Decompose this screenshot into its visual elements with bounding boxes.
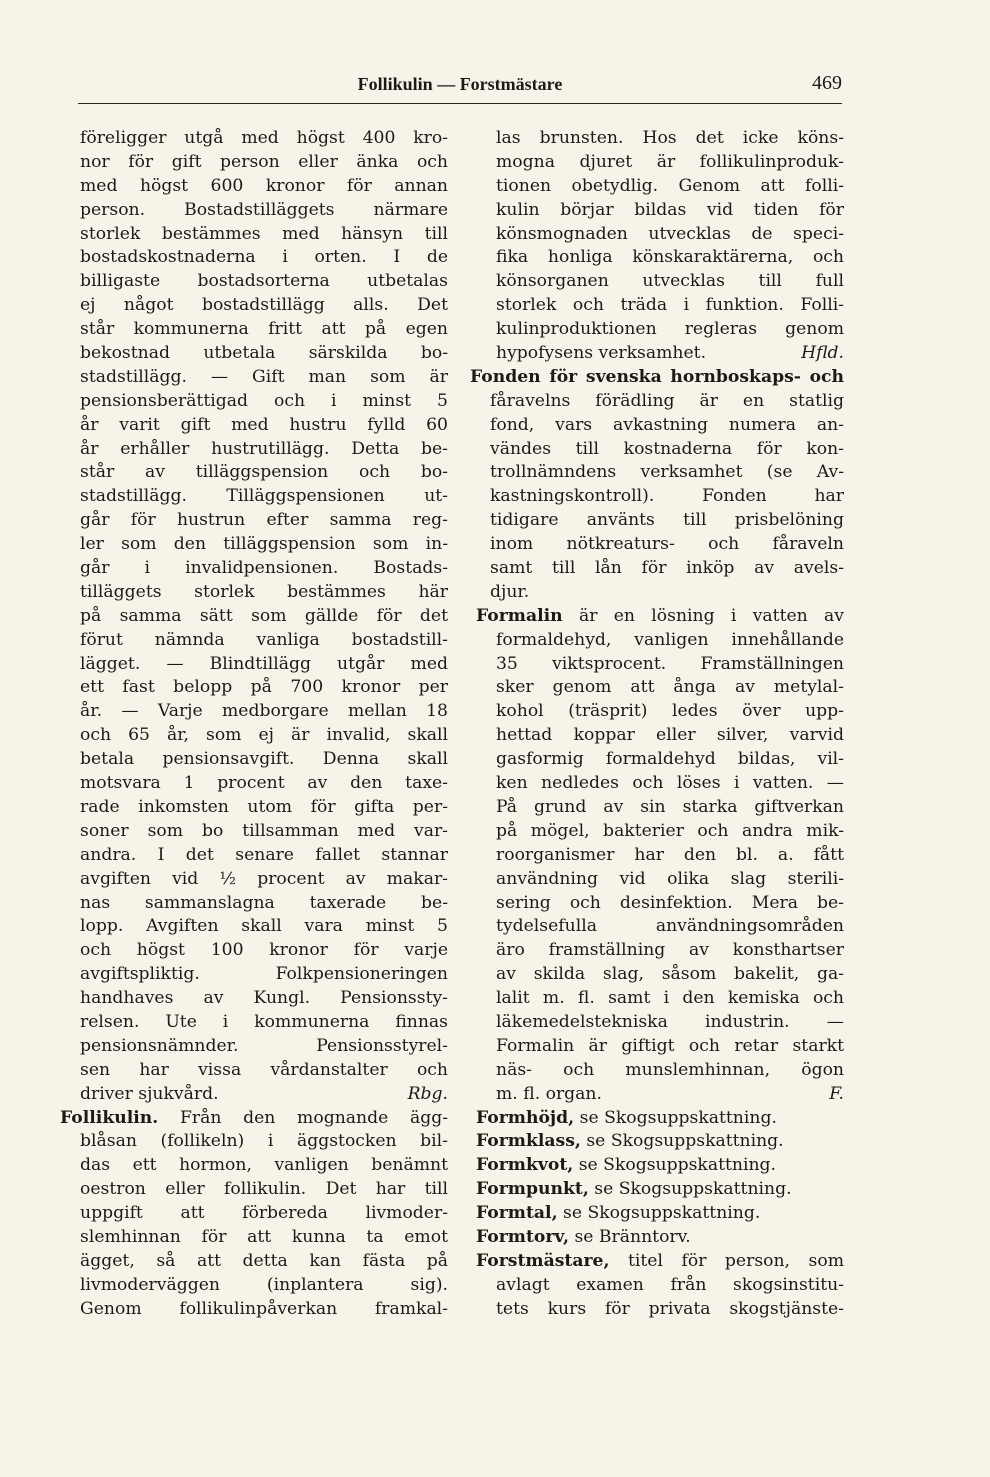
text-line: nas sammanslagna taxerade be- — [80, 892, 448, 913]
cross-reference: se Skogsuppskattning. — [579, 1107, 777, 1128]
text-line: näs- och munslemhinnan, ögon — [496, 1059, 844, 1080]
text-line: billigaste bostadsorterna utbetalas — [80, 271, 448, 292]
cross-reference: se Skogsuppskattning. — [578, 1155, 777, 1176]
entry-headword: Formtal, — [476, 1203, 558, 1224]
text-line: år varit gift med hustru fylld 60 — [80, 414, 448, 435]
text-line: år erhåller hustrutillägg. Detta be- — [80, 438, 448, 459]
text-line: sker genom att ånga av metylal- — [496, 677, 844, 698]
text-line: av skilda slag, såsom bakelit, ga- — [496, 964, 844, 985]
text-line: På grund av sin starka giftverkan — [496, 796, 844, 817]
text-line: pensionsberättigad och i minst 5 — [80, 390, 448, 411]
cross-reference: se Skogsuppskattning. — [586, 1131, 784, 1152]
text-line: inom nötkreaturs- och fåraveln — [490, 534, 844, 555]
text-line: rade inkomsten utom för gifta per- — [80, 796, 448, 817]
text-line: hypofysens verksamhet. — [496, 343, 707, 364]
text-line: tilläggets storlek bestämmes här — [80, 581, 448, 602]
text-line: kulinproduktionen regleras genom — [496, 319, 844, 340]
entry-formtorv — [476, 1226, 844, 1250]
entry-fonden — [470, 366, 844, 605]
text-line: hettad koppar eller silver, varvid — [496, 725, 844, 746]
text-line: blåsan (follikeln) i äggstocken bil- — [80, 1131, 448, 1152]
text-line: Från den mognande ägg- — [179, 1107, 449, 1128]
text-line: slemhinnan för att kunna ta emot — [80, 1226, 448, 1247]
text-line: och högst 100 kronor för varje — [80, 940, 448, 961]
entry-headword: Formhöjd, — [476, 1107, 575, 1128]
entry-headword: fåravelns förädling — [490, 390, 675, 411]
entry-head-line — [476, 605, 844, 629]
text-line: 35 viktsprocent. Framställningen — [496, 653, 844, 674]
text-line-signed — [476, 1083, 844, 1107]
text-line: person. Bostadstilläggets närmare — [80, 199, 448, 220]
page-header — [78, 70, 842, 104]
text-line: äro framställning av konsthartser — [496, 940, 844, 961]
entry-headword: Formkvot, — [476, 1155, 574, 1176]
text-line: avgiftspliktig. Folkpensioneringen — [80, 964, 448, 985]
entry-headword: Formklass, — [476, 1131, 581, 1152]
text-line: lalit m. fl. samt i den kemiska och — [496, 988, 844, 1009]
text-line: uppgift att förbereda livmoder- — [80, 1203, 448, 1224]
text-line: sen har vissa vårdanstalter och — [80, 1059, 448, 1080]
cross-reference: se Skogsuppskattning. — [563, 1203, 761, 1224]
text-line-signed — [496, 342, 844, 366]
text-line: mogna djuret är follikulinproduk- — [496, 151, 844, 172]
left-column — [60, 127, 449, 1322]
text-line: stadstillägg. Tilläggspensionen ut- — [80, 486, 448, 507]
text-line: kastningskontroll). Fonden har — [490, 486, 844, 507]
text-line: fika honliga könskaraktärerna, och — [496, 247, 844, 268]
text-line: relsen. Ute i kommunerna finnas — [80, 1011, 448, 1032]
page-number: 469 — [812, 72, 842, 94]
text-line: ler som den tilläggspension som in- — [80, 534, 448, 555]
text-line: med högst 600 kronor för annan — [80, 175, 448, 196]
right-column — [470, 127, 845, 1322]
entry-headword: Formalin — [476, 605, 563, 626]
text-line: på samma sätt som gällde för det — [80, 605, 448, 626]
cross-reference: se Skogsuppskattning. — [594, 1179, 792, 1200]
header-rule — [78, 103, 842, 104]
text-line: är en lösning i vatten av — [578, 605, 844, 626]
short-entries — [476, 1107, 844, 1250]
entry-follikulin — [60, 1107, 448, 1322]
text-line: oestron eller follikulin. Det har till — [80, 1179, 448, 1200]
text-line: pensionsnämnder. Pensionsstyrel- — [80, 1035, 448, 1056]
text-line: bostadskostnaderna i orten. I de — [80, 247, 448, 268]
text-line: soner som bo tillsamman med var- — [80, 820, 448, 841]
text-line: förut nämnda vanliga bostadstill- — [80, 629, 448, 650]
text-line: motsvara 1 procent av den taxe- — [80, 773, 448, 794]
text-line: år. — Varje medborgare mellan 18 — [80, 701, 448, 722]
text-line: ken nedledes och löses i vatten. — — [496, 773, 844, 794]
text-line: och 65 år, som ej är invalid, skall — [80, 725, 448, 746]
text-line: driver sjukvård. — [80, 1083, 219, 1104]
text-line: andra. I det senare fallet stannar — [80, 844, 448, 865]
text-line: läkemedelstekniska industrin. — — [496, 1011, 844, 1032]
author-signature: F. — [829, 1083, 844, 1104]
text-line: das ett hormon, vanligen benämnt — [80, 1155, 448, 1176]
entry-headword: Formtorv, — [476, 1226, 569, 1247]
entry-formpunkt — [476, 1178, 844, 1202]
text-line: tydelsefulla användningsområden — [496, 916, 844, 937]
text-line: ej något bostadstillägg alls. Det — [80, 295, 448, 316]
text-line: storlek och träda i funktion. Folli- — [496, 295, 844, 316]
text-line: på mögel, bakterier och andra mik- — [496, 820, 844, 841]
text-line: las brunsten. Hos det icke köns- — [496, 128, 844, 148]
entry-headword: Forstmästare, — [476, 1250, 610, 1271]
text-line: m. fl. organ. — [496, 1083, 602, 1104]
entry-head-line — [470, 390, 844, 414]
text-line: kulin börjar bildas vid tiden för — [496, 199, 844, 220]
entry-formhojd — [476, 1107, 844, 1131]
text-line: avlagt examen från skogsinstitu- — [496, 1274, 844, 1295]
text-line: Formalin är giftigt och retar starkt — [496, 1035, 844, 1056]
text-line: står kommunerna fritt att på egen — [80, 319, 448, 340]
text-line: lägget. — Blindtillägg utgår med — [80, 653, 448, 674]
entry-headword: Follikulin. — [60, 1107, 159, 1128]
entry-headword: Formpunkt, — [476, 1179, 589, 1200]
text-line: vändes till kostnaderna för kon- — [490, 438, 844, 459]
text-line: är en statlig — [699, 390, 845, 411]
text-line: Genom follikulinpåverkan framkal- — [80, 1298, 448, 1319]
text-line: könsorganen utvecklas till full — [496, 271, 844, 292]
text-line: sering och desinfektion. Mera be- — [496, 892, 844, 913]
text-line: roorganismer har den bl. a. fått — [496, 844, 844, 865]
author-signature: Hfld. — [801, 343, 844, 364]
text-line: titel för person, som — [627, 1250, 845, 1271]
entry-forstmastare — [476, 1250, 844, 1322]
author-signature: Rbg. — [407, 1083, 448, 1104]
text-line: tets kurs för privata skogstjänste- — [496, 1298, 844, 1319]
running-head: Follikulin — Forstmästare — [357, 74, 563, 94]
text-line: stadstillägg. — Gift man som är — [80, 366, 448, 387]
text-line: står av tilläggspension och bo- — [80, 462, 448, 483]
text-line: kohol (träsprit) ledes över upp- — [496, 701, 844, 722]
entry-formalin — [476, 605, 844, 1107]
text-line: går i invalidpensionen. Bostads- — [80, 558, 448, 579]
follikulin-continuation — [476, 127, 844, 366]
text-line: ett fast belopp på 700 kronor per — [80, 677, 448, 698]
folkpension-entry-continuation — [80, 127, 448, 1107]
text-line: föreligger utgå med högst 400 kro- — [80, 128, 448, 148]
text-line: könsmognaden utvecklas de speci- — [496, 223, 844, 244]
entry-formkvot — [476, 1154, 844, 1178]
text-line: trollnämndens verksamhet (se Av- — [490, 462, 844, 483]
text-line: samt till lån för inköp av avels- — [490, 558, 844, 579]
text-line: fond, vars avkastning numera an- — [490, 414, 844, 435]
text-line: livmoderväggen (inplantera sig). — [80, 1274, 448, 1295]
text-line: formaldehyd, vanligen innehållande — [496, 629, 844, 650]
entry-formtal — [476, 1202, 844, 1226]
text-line: bekostnad utbetala särskilda bo- — [80, 343, 448, 364]
text-line: lopp. Avgiften skall vara minst 5 — [80, 916, 448, 937]
text-line: tidigare använts till prisbelöning — [490, 510, 844, 531]
text-line: tionen obetydlig. Genom att folli- — [496, 175, 844, 196]
entry-head-line — [476, 1250, 844, 1274]
text-line: går för hustrun efter samma reg- — [80, 510, 448, 531]
text-line: gasformig formaldehyd bildas, vil- — [496, 749, 844, 770]
entry-head-line — [470, 366, 844, 390]
text-line: avgiften vid ½ procent av makar- — [80, 868, 448, 889]
text-line: betala pensionsavgift. Denna skall — [80, 749, 448, 770]
entry-headword: Fonden för svenska hornboskaps- och — [470, 366, 844, 387]
entry-formklass — [476, 1130, 844, 1154]
entry-head-line — [60, 1107, 448, 1131]
text-line: storlek bestämmes med hänsyn till — [80, 223, 448, 244]
text-line: ägget, så att detta kan fästa på — [80, 1250, 448, 1271]
text-line: handhaves av Kungl. Pensionssty- — [80, 988, 448, 1009]
text-line: djur. — [490, 581, 530, 602]
text-line-signed — [80, 1083, 448, 1107]
text-line: användning vid olika slag sterili- — [496, 868, 844, 889]
text-line: nor för gift person eller änka och — [80, 151, 448, 172]
cross-reference: se Bränntorv. — [574, 1226, 691, 1247]
